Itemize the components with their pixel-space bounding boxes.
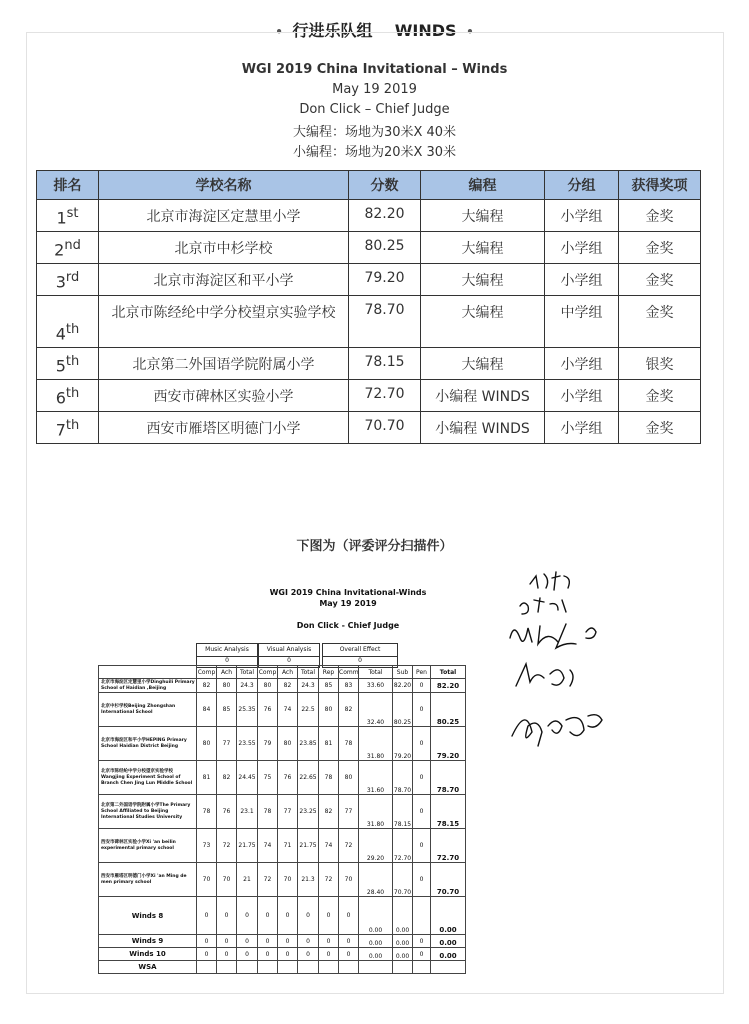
sheet-score-cell <box>413 897 431 935</box>
sheet-total-cell: 0.00 <box>431 897 466 935</box>
sheet-score-cell: 0 <box>319 897 339 935</box>
sheet-col-header: Total <box>237 666 258 679</box>
sheet-row <box>99 863 466 897</box>
signature-1 <box>530 572 569 590</box>
sheet-score-cell: 73 <box>197 829 217 863</box>
sheet-score-cell: 0 <box>217 935 237 948</box>
program-cell: 大编程 <box>421 264 545 296</box>
sheet-row <box>99 679 466 693</box>
sheet-score-cell: 78 <box>197 795 217 829</box>
award-cell: 金奖 <box>619 264 701 296</box>
sheet-score-cell: 0 <box>298 935 319 948</box>
sheet-col-header: Ach <box>217 666 237 679</box>
sheet-row <box>99 935 466 948</box>
sheet-score-cell: 80 <box>319 693 339 727</box>
sheet-col-header: Comm <box>339 666 359 679</box>
sheet-score-cell: 21 <box>237 863 258 897</box>
sheet-score-cell: 0 <box>237 948 258 961</box>
sheet-score-cell: 76 <box>258 693 278 727</box>
sheet-score-cell: 70 <box>278 863 298 897</box>
sheet-score-cell: 24.45 <box>237 761 258 795</box>
group-overall-zero: 0 <box>322 655 398 668</box>
sheet-col-header: Total <box>431 666 466 679</box>
sheet-score-cell: 0 <box>197 935 217 948</box>
sheet-score-cell: 80 <box>217 679 237 693</box>
sheet-score-cell: 78 <box>319 761 339 795</box>
school-cell: 北京市陈经纶中学分校望京实验学校 <box>99 296 349 348</box>
rank-cell <box>37 264 99 296</box>
sheet-score-cell: 78.70 <box>393 761 413 795</box>
sheet-score-cell: 33.60 <box>359 679 393 693</box>
sheet-score-cell: 21.75 <box>237 829 258 863</box>
rank-suffix: th <box>65 385 80 401</box>
award-cell: 金奖 <box>619 200 701 232</box>
rank-cell <box>37 296 99 348</box>
sheet-col-header: Sub <box>393 666 413 679</box>
results-table <box>36 170 701 444</box>
sheet-score-cell: 0 <box>319 948 339 961</box>
sheet-score-cell: 74 <box>319 829 339 863</box>
rank-number: 2 <box>54 240 65 259</box>
sheet-score-cell: 78 <box>258 795 278 829</box>
sheet-score-cell: 82 <box>217 761 237 795</box>
sheet-total-cell: 0.00 <box>431 935 466 948</box>
rank-cell <box>37 232 99 264</box>
program-cell: 小编程 WINDS <box>421 380 545 412</box>
event-date: May 19 2019 <box>332 82 417 97</box>
sheet-entry-name: WSA <box>99 961 197 974</box>
sheet-score-cell <box>319 961 339 974</box>
sheet-score-cell <box>413 961 431 974</box>
sheet-score-cell: 0 <box>413 761 431 795</box>
sheet-score-cell <box>258 961 278 974</box>
sheet-score-cell: 0 <box>278 948 298 961</box>
score-cell: 80.25 <box>349 232 421 264</box>
sheet-score-cell: 0.00 <box>359 935 393 948</box>
rank-number: 7 <box>55 420 66 439</box>
score-cell: 72.70 <box>349 380 421 412</box>
sheet-score-cell: 80 <box>278 727 298 761</box>
sheet-score-cell: 70.70 <box>393 863 413 897</box>
sheet-score-cell: 0.00 <box>393 935 413 948</box>
sheet-score-cell: 82 <box>319 795 339 829</box>
score-sheet-table <box>98 665 466 974</box>
sheet-score-cell: 0 <box>413 935 431 948</box>
big-field-note: 大编程：场地为30米X 40米 <box>292 125 457 140</box>
sheet-score-cell: 23.85 <box>298 727 319 761</box>
sheet-row <box>99 693 466 727</box>
sheet-score-cell: 78 <box>339 727 359 761</box>
score-cell: 82.20 <box>349 200 421 232</box>
table-row <box>37 380 701 412</box>
group-cell: 小学组 <box>545 232 619 264</box>
sheet-score-cell: 79 <box>258 727 278 761</box>
sheet-score-cell: 75 <box>258 761 278 795</box>
sheet-score-cell: 23.55 <box>237 727 258 761</box>
chief-judge: Don Click – Chief Judge <box>299 102 450 117</box>
score-sheet-scan <box>98 578 468 971</box>
sheet-score-cell: 70 <box>197 863 217 897</box>
section-title-cn: 行进乐队组 <box>292 21 373 40</box>
sheet-score-cell: 0 <box>278 935 298 948</box>
sheet-total-cell: 78.70 <box>431 761 466 795</box>
sheet-score-cell: 21.75 <box>298 829 319 863</box>
sheet-score-cell <box>217 961 237 974</box>
sheet-score-cell: 0 <box>413 948 431 961</box>
sheet-score-cell: 79.20 <box>393 727 413 761</box>
sheet-score-cell: 74 <box>278 693 298 727</box>
sheet-score-cell: 0 <box>217 948 237 961</box>
sheet-score-cell <box>278 961 298 974</box>
col-award: 获得奖项 <box>619 171 701 200</box>
sheet-score-cell: 85 <box>217 693 237 727</box>
rank-cell <box>37 380 99 412</box>
sheet-score-cell: 77 <box>339 795 359 829</box>
sheet-score-cell: 31.80 <box>359 795 393 829</box>
sheet-score-cell: 81 <box>319 727 339 761</box>
sheet-score-cell: 72 <box>258 863 278 897</box>
sheet-score-cell: 0 <box>298 948 319 961</box>
rank-suffix: st <box>66 205 79 221</box>
sheet-score-cell: 31.60 <box>359 761 393 795</box>
program-cell: 大编程 <box>421 348 545 380</box>
sheet-score-cell: 84 <box>197 693 217 727</box>
group-cell: 小学组 <box>545 380 619 412</box>
sheet-col-header: Pen <box>413 666 431 679</box>
sheet-score-cell: 82 <box>339 693 359 727</box>
bullet-dot-left: • <box>275 24 283 39</box>
sheet-score-cell: 0 <box>217 897 237 935</box>
sheet-score-cell: 0 <box>413 863 431 897</box>
sheet-score-cell <box>393 961 413 974</box>
sheet-score-cell: 77 <box>217 727 237 761</box>
bullet-dot-right: • <box>466 24 474 39</box>
sheet-score-cell: 21.3 <box>298 863 319 897</box>
sheet-col-header: Rep <box>319 666 339 679</box>
sheet-entry-name: 西安市雁塔区明德门小学Xi 'an Ming de men primary school <box>99 863 197 897</box>
sheet-score-cell: 0 <box>413 727 431 761</box>
sheet-entry-name: 北京市陈经纶中学分校望京实验学校 Wangjing Experiment School of Branch Chen Jing Lun Middle School <box>99 761 197 795</box>
sheet-score-cell: 76 <box>217 795 237 829</box>
rank-number: 3 <box>55 272 66 291</box>
sheet-score-cell <box>237 961 258 974</box>
table-row <box>37 232 701 264</box>
sheet-score-cell: 74 <box>258 829 278 863</box>
signature-4 <box>516 664 573 686</box>
sheet-score-cell: 0 <box>258 948 278 961</box>
rank-cell <box>37 348 99 380</box>
small-field-note: 小编程：场地为20米X 30米 <box>292 145 457 160</box>
sheet-total-cell: 79.20 <box>431 727 466 761</box>
sheet-score-cell: 77 <box>278 795 298 829</box>
sheet-score-cell: 70 <box>339 863 359 897</box>
school-cell: 北京第二外国语学院附属小学 <box>99 348 349 380</box>
rank-cell <box>37 200 99 232</box>
group-cell: 小学组 <box>545 348 619 380</box>
score-cell: 70.70 <box>349 412 421 444</box>
sheet-score-cell: 31.80 <box>359 727 393 761</box>
rank-suffix: th <box>65 353 80 369</box>
rank-number: 5 <box>55 356 66 375</box>
signature-5 <box>512 715 602 746</box>
school-cell: 北京市海淀区定慧里小学 <box>99 200 349 232</box>
sheet-total-cell: 78.15 <box>431 795 466 829</box>
sheet-score-cell: 0 <box>237 935 258 948</box>
award-cell: 金奖 <box>619 232 701 264</box>
judge-signatures <box>500 566 630 776</box>
signature-3 <box>510 624 596 648</box>
col-group: 分组 <box>545 171 619 200</box>
scan-date: May 19 2019 <box>319 599 377 608</box>
sheet-score-cell: 78.15 <box>393 795 413 829</box>
sheet-entry-name: 北京中杉学校Beijing Zhongshan International School <box>99 693 197 727</box>
school-cell: 北京市海淀区和平小学 <box>99 264 349 296</box>
group-overall: Overall Effect <box>322 643 398 657</box>
rank-number: 1 <box>56 208 67 227</box>
sheet-score-cell: 0.00 <box>393 897 413 935</box>
sheet-score-cell: 85 <box>319 679 339 693</box>
sheet-entry-name: 西安市碑林区实验小学Xi 'an beilin experimental primary school <box>99 829 197 863</box>
rank-cell <box>37 412 99 444</box>
sheet-score-cell: 22.5 <box>298 693 319 727</box>
sheet-score-cell: 83 <box>339 679 359 693</box>
sheet-total-cell: 0.00 <box>431 948 466 961</box>
sheet-score-cell: 82.20 <box>393 679 413 693</box>
score-cell: 78.15 <box>349 348 421 380</box>
sheet-col-header: Total <box>359 666 393 679</box>
program-cell: 小编程 WINDS <box>421 412 545 444</box>
sheet-score-cell: 0 <box>413 679 431 693</box>
rank-suffix: th <box>65 417 80 433</box>
sheet-score-cell: 0 <box>237 897 258 935</box>
sheet-score-cell: 76 <box>278 761 298 795</box>
table-row <box>37 412 701 444</box>
sheet-score-cell: 23.25 <box>298 795 319 829</box>
group-cell: 小学组 <box>545 200 619 232</box>
rank-suffix: th <box>65 321 80 337</box>
group-visual-zero: 0 <box>258 655 320 668</box>
group-visual: Visual Analysis <box>258 643 320 657</box>
group-cell: 小学组 <box>545 412 619 444</box>
col-score: 分数 <box>349 171 421 200</box>
sheet-score-cell: 81 <box>197 761 217 795</box>
sheet-entry-name: Winds 8 <box>99 897 197 935</box>
table-row <box>37 200 701 232</box>
group-music-zero: 0 <box>196 655 258 668</box>
signature-2 <box>520 598 566 614</box>
sheet-score-cell: 72.70 <box>393 829 413 863</box>
col-school: 学校名称 <box>99 171 349 200</box>
sheet-entry-name: 北京市海淀区和平小学HEPING Primary School Haidian District Beijing <box>99 727 197 761</box>
sheet-score-cell: 28.40 <box>359 863 393 897</box>
sheet-score-cell: 82 <box>278 679 298 693</box>
award-cell: 金奖 <box>619 412 701 444</box>
sheet-score-cell: 24.3 <box>298 679 319 693</box>
school-cell: 西安市雁塔区明德门小学 <box>99 412 349 444</box>
sheet-score-cell: 0 <box>258 935 278 948</box>
sheet-score-cell: 0 <box>298 897 319 935</box>
event-title: WGI 2019 China Invitational – Winds <box>241 62 508 77</box>
group-cell: 中学组 <box>545 296 619 348</box>
sheet-total-cell: 72.70 <box>431 829 466 863</box>
sheet-score-cell: 32.40 <box>359 693 393 727</box>
sheet-score-cell: 0 <box>197 897 217 935</box>
col-program: 编程 <box>421 171 545 200</box>
sheet-score-cell: 80 <box>197 727 217 761</box>
sheet-entry-name: Winds 10 <box>99 948 197 961</box>
sheet-score-cell: 0 <box>413 795 431 829</box>
sheet-score-cell: 80 <box>258 679 278 693</box>
score-cell: 78.70 <box>349 296 421 348</box>
table-row <box>37 348 701 380</box>
sheet-score-cell: 0 <box>197 948 217 961</box>
program-cell: 大编程 <box>421 200 545 232</box>
sheet-total-cell: 70.70 <box>431 863 466 897</box>
col-rank: 排名 <box>37 171 99 200</box>
sheet-total-cell <box>431 961 466 974</box>
scan-judge: Don Click - Chief Judge <box>296 621 400 630</box>
sheet-score-cell: 0.00 <box>359 897 393 935</box>
group-cell: 小学组 <box>545 264 619 296</box>
sheet-row <box>99 948 466 961</box>
sheet-score-cell: 25.35 <box>237 693 258 727</box>
school-cell: 西安市碑林区实验小学 <box>99 380 349 412</box>
table-row <box>37 264 701 296</box>
sheet-total-cell: 82.20 <box>431 679 466 693</box>
sheet-row <box>99 727 466 761</box>
sheet-score-cell <box>359 961 393 974</box>
sheet-col-header: Ach <box>278 666 298 679</box>
sheet-col-header: Comp <box>197 666 217 679</box>
sheet-entry-name: 北京第二外国语学院附属小学The Primary School Affiliated to Beijing International Studies University <box>99 795 197 829</box>
program-cell: 大编程 <box>421 232 545 264</box>
sheet-score-cell: 72 <box>339 829 359 863</box>
sheet-row <box>99 897 466 935</box>
scan-caption: 下图为（评委评分扫描件） <box>296 539 453 554</box>
sheet-total-cell: 80.25 <box>431 693 466 727</box>
sheet-score-cell: 0 <box>319 935 339 948</box>
results-header-row <box>37 171 701 200</box>
sheet-score-cell: 0 <box>339 935 359 948</box>
program-cell: 大编程 <box>421 296 545 348</box>
sheet-row <box>99 761 466 795</box>
sheet-score-cell: 0 <box>339 948 359 961</box>
rank-suffix: nd <box>64 237 81 253</box>
sheet-row <box>99 829 466 863</box>
group-music: Music Analysis <box>196 643 258 657</box>
sheet-score-cell: 70 <box>217 863 237 897</box>
section-title-en: WINDS <box>394 21 457 40</box>
award-cell: 金奖 <box>619 296 701 348</box>
sheet-score-cell: 0.00 <box>359 948 393 961</box>
sheet-score-cell: 82 <box>197 679 217 693</box>
sheet-row <box>99 795 466 829</box>
sheet-score-cell <box>339 961 359 974</box>
sheet-entry-name: Winds 9 <box>99 935 197 948</box>
scan-title: WGI 2019 China Invitational-Winds <box>269 588 427 597</box>
table-row <box>37 296 701 348</box>
sheet-row <box>99 961 466 974</box>
sheet-score-cell: 80 <box>339 761 359 795</box>
sheet-score-cell: 29.20 <box>359 829 393 863</box>
sheet-col-header: Total <box>298 666 319 679</box>
sheet-score-cell: 0 <box>339 897 359 935</box>
sheet-score-cell: 0 <box>258 897 278 935</box>
score-cell: 79.20 <box>349 264 421 296</box>
sheet-score-cell: 71 <box>278 829 298 863</box>
school-cell: 北京市中杉学校 <box>99 232 349 264</box>
sheet-score-cell <box>298 961 319 974</box>
sheet-score-cell: 72 <box>319 863 339 897</box>
sheet-score-cell: 80.25 <box>393 693 413 727</box>
sheet-score-cell: 0 <box>413 829 431 863</box>
award-cell: 金奖 <box>619 380 701 412</box>
rank-suffix: rd <box>65 269 80 285</box>
sheet-score-cell: 22.65 <box>298 761 319 795</box>
sheet-score-cell: 0 <box>278 897 298 935</box>
rank-number: 4 <box>55 324 66 343</box>
rank-number: 6 <box>55 388 66 407</box>
sheet-score-cell: 23.1 <box>237 795 258 829</box>
sheet-score-cell: 24.3 <box>237 679 258 693</box>
sheet-score-cell: 0.00 <box>393 948 413 961</box>
sheet-entry-name: 北京市海淀区定慧里小学Dinghuili Primary School of Haidian ,Beijing <box>99 679 197 693</box>
sheet-score-cell: 72 <box>217 829 237 863</box>
sheet-col-header: Comp <box>258 666 278 679</box>
sheet-column-row <box>99 666 466 679</box>
sheet-corner <box>99 666 197 679</box>
sheet-score-cell: 0 <box>413 693 431 727</box>
sheet-score-cell <box>197 961 217 974</box>
award-cell: 银奖 <box>619 348 701 380</box>
